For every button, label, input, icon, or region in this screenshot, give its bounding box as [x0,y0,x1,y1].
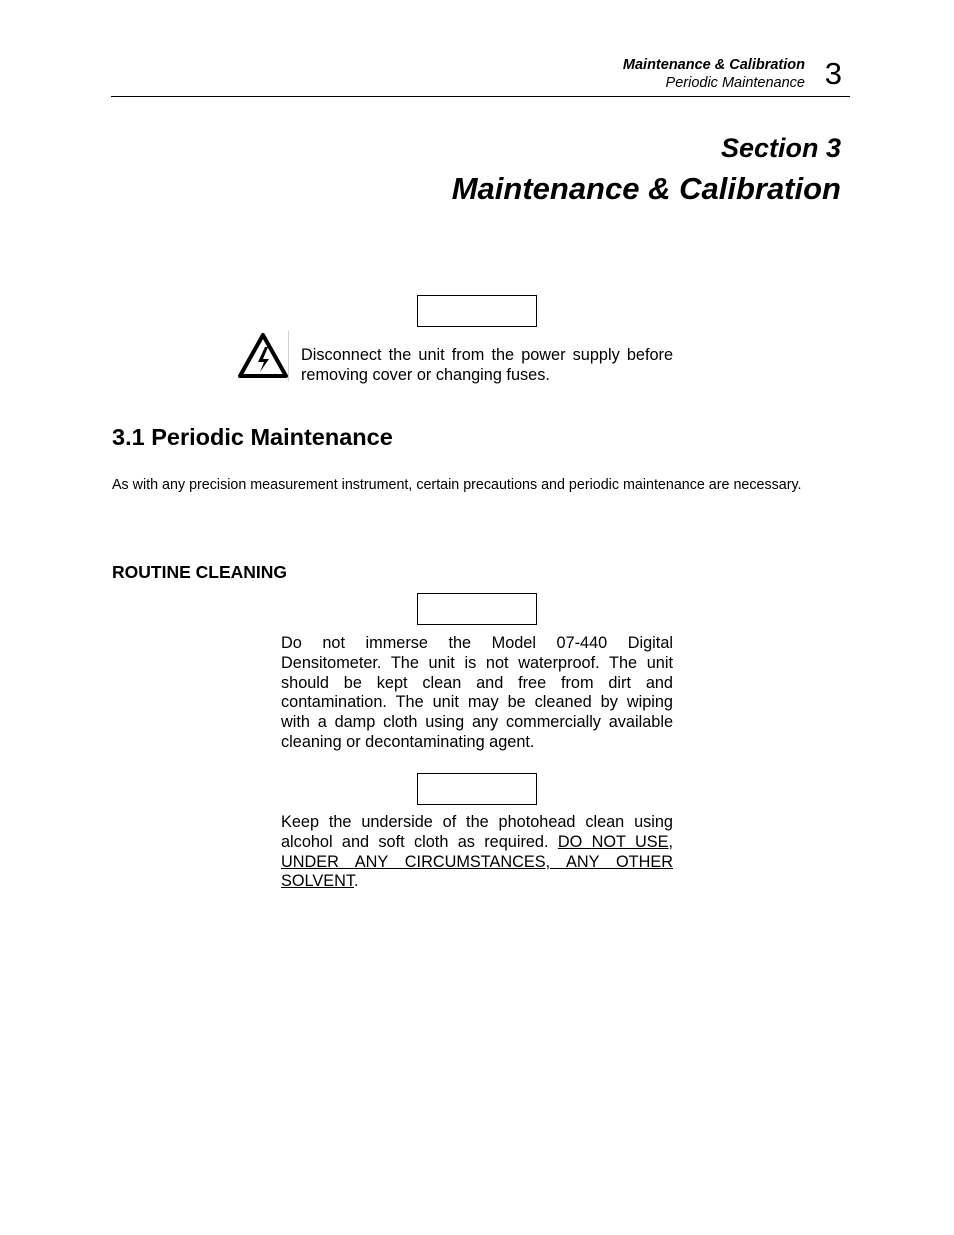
caution-label-box-2 [417,773,537,805]
solvent-warning-emphasis: DO NOT USE, UNDER ANY CIRCUMSTANCES, ANY OTHER SOLVENT [281,832,673,891]
warning-text: Disconnect the unit from the power supply before removing cover or changing fuses. [301,346,673,384]
header-subsection: Periodic Maintenance [665,75,805,91]
warning-divider [288,331,289,381]
caution-2-lead: Keep the underside of the photohead clean using alcohol and soft cloth as required. [281,813,673,851]
caution-text-2 [281,813,673,892]
caution-label-box [417,593,537,625]
running-header [111,54,850,97]
header-chapter-title: Maintenance & Calibration [622,57,805,73]
routine-cleaning-heading: ROUTINE CLEANING [112,562,287,582]
caution-text: Do not immerse the Model 07-440 Digital Densitometer. The unit is not waterproof. The unit should be kept clean and free from dirt and contamination. The unit may be cleaned by wiping with a damp cloth using any commercially available cleaning or decontaminating agent. [281,634,673,751]
section-label: Section 3 [720,133,841,163]
periodic-maintenance-heading: 3.1 Periodic Maintenance [112,424,393,450]
electrical-hazard-icon [237,332,289,380]
header-chapter-number: 3 [824,56,842,91]
warning-label-box [417,295,537,327]
caution-2-end: . [354,872,359,891]
section-title: Maintenance & Calibration [451,171,841,206]
periodic-maintenance-intro: As with any precision measurement instrument, certain precautions and periodic maintenance are necessary. [112,477,802,493]
